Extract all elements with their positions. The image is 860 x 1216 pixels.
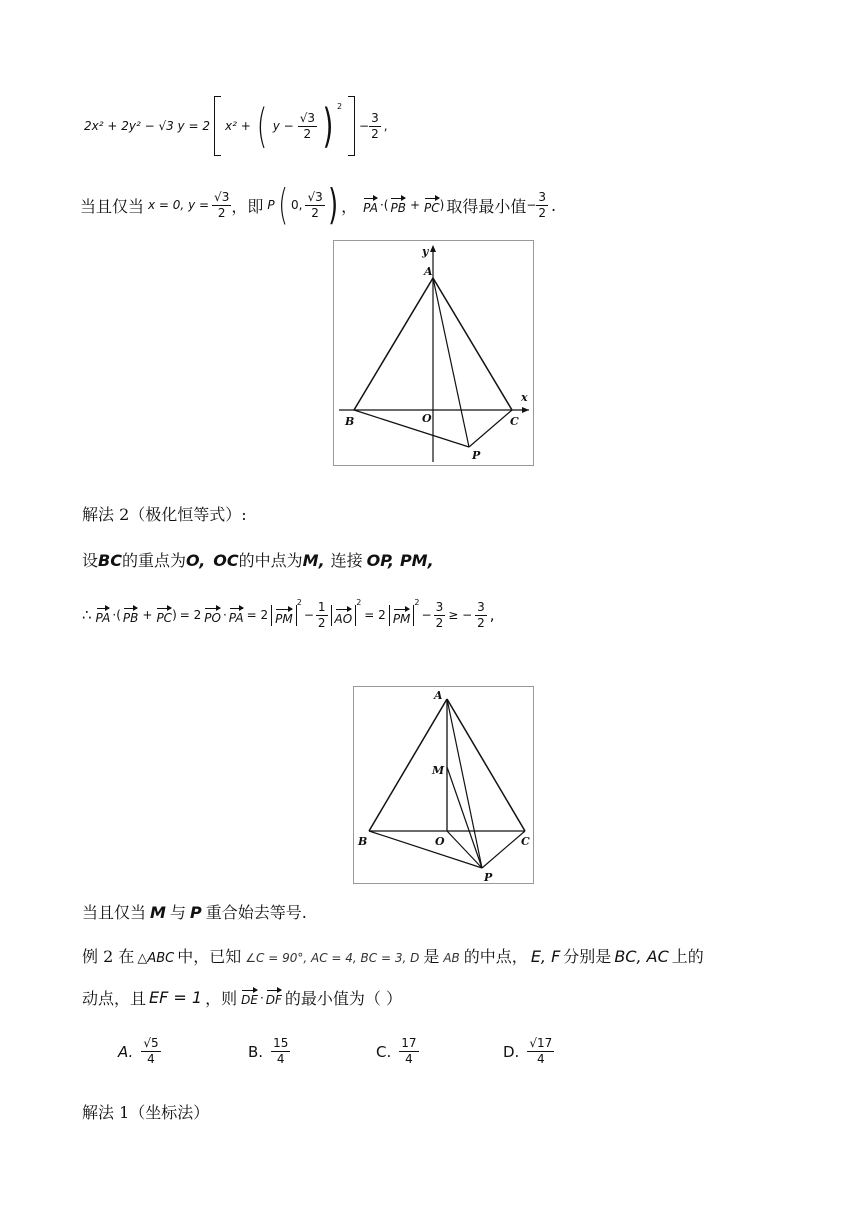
paren-close-small: )	[439, 198, 445, 212]
method-1-title: 解法 1（坐标法）	[82, 1103, 210, 1122]
text: ，则	[205, 989, 238, 1008]
comma: ,	[489, 606, 495, 624]
option-label: D.	[503, 1042, 520, 1061]
vector-pm: PM	[275, 607, 293, 626]
segment-bc: BC	[98, 551, 122, 570]
segment-op: OP,	[366, 551, 394, 570]
fraction-3-2: $\frac{3}{2}$	[435, 599, 444, 630]
plus-sign: +	[142, 608, 153, 622]
text: 连接	[330, 551, 363, 570]
equality-condition	[82, 900, 307, 923]
point-o: O,	[185, 551, 206, 570]
equation-line-2	[80, 180, 556, 230]
point-x: 0,	[290, 198, 303, 212]
vector-pc: PC	[156, 606, 172, 625]
segment-cp	[482, 831, 525, 868]
option-label: C.	[376, 1042, 392, 1061]
left-paren: (	[256, 99, 268, 153]
comma: ，	[341, 196, 358, 216]
option-value: $\frac{√17}{4}$	[529, 1036, 553, 1066]
option-b[interactable]	[248, 1036, 290, 1067]
equals-2: = 2	[179, 608, 202, 622]
option-label: B.	[248, 1042, 264, 1061]
inner-term-y: y −	[272, 119, 294, 133]
segments-bc-ac: BC, AC	[614, 947, 669, 966]
segment-bp	[354, 410, 469, 447]
option-value: $\frac{15}{4}$	[273, 1036, 289, 1066]
label-c: C	[521, 835, 530, 848]
exponent: 2	[336, 102, 343, 111]
left-bracket	[214, 96, 221, 156]
text: 重合始去等号.	[205, 903, 307, 922]
dot: ·	[222, 608, 227, 622]
points-e-f: E, F	[530, 947, 561, 966]
text: 的重点为	[121, 551, 186, 570]
text: 分别是	[563, 947, 612, 966]
equation-lhs: 2x² + 2y² − √3 y = 2	[84, 119, 210, 133]
label-a: A	[424, 265, 433, 278]
text: 上的	[671, 947, 704, 966]
label-b: B	[345, 415, 355, 428]
right-paren: )	[322, 99, 334, 153]
text: 的中点，	[463, 947, 528, 966]
equation-line-1	[84, 96, 388, 156]
label-o: O	[435, 835, 445, 848]
point-p: P	[189, 903, 202, 922]
label-x: x	[521, 391, 528, 404]
text: 是	[423, 947, 440, 966]
abs-ao	[331, 605, 357, 626]
label-p: P	[472, 449, 481, 462]
abs-pm	[271, 605, 297, 626]
abs-pm-2	[389, 605, 415, 626]
fraction-sqrt3-over-2: $\frac{√3}{2}$	[299, 110, 315, 141]
vector-ao: AO	[335, 607, 353, 626]
text: 动点，且	[82, 989, 147, 1008]
label-a: A	[434, 689, 443, 702]
x-axis-arrow	[522, 407, 529, 413]
text-lead: 当且仅当	[80, 196, 145, 216]
dot-paren: ·(	[112, 608, 121, 622]
condition: ∠C = 90°, AC = 4, BC = 3, D	[245, 951, 420, 965]
option-value: $\frac{√5}{4}$	[143, 1036, 159, 1066]
paren-open: (	[277, 180, 288, 229]
label-y: y	[422, 245, 429, 258]
vector-pm-2: PM	[393, 607, 411, 626]
method-2-title: 解法 2（极化恒等式）:	[82, 505, 247, 524]
segment-ab: AB	[443, 951, 460, 965]
method-2-formula	[82, 592, 495, 638]
method-2-setup	[82, 548, 434, 571]
label-o: O	[422, 412, 432, 425]
paren-close: )	[172, 608, 177, 622]
inner-term: x² +	[224, 119, 251, 133]
fraction-min: $\frac{3}{2}$	[538, 189, 547, 220]
vector-pa-2: PA	[229, 606, 244, 625]
result-text: 取得最小值	[446, 196, 527, 216]
vector-de: DE	[241, 988, 258, 1007]
fraction-cond: $\frac{√3}{2}$	[214, 189, 230, 220]
option-a[interactable]	[118, 1036, 161, 1067]
dot: ·	[259, 990, 264, 1005]
equals-2b: = 2	[246, 608, 269, 622]
segment-oc: OC	[213, 551, 239, 570]
right-bracket	[348, 96, 355, 156]
square-2: 2	[356, 598, 362, 607]
label-c: C	[510, 415, 519, 428]
text: 的最小值为（ ）	[284, 989, 403, 1008]
dot-paren: ·(	[379, 198, 389, 212]
point-p: P	[267, 198, 275, 212]
figure-coordinate-triangle	[333, 240, 534, 466]
fraction-point-y: $\frac{√3}{2}$	[307, 189, 323, 220]
example-2-line-1	[82, 944, 704, 967]
label-m: M	[432, 764, 445, 777]
therefore-symbol: ∴	[82, 606, 92, 624]
label-b: B	[358, 835, 368, 848]
square: 2	[296, 598, 302, 607]
vector-pc: PC	[424, 196, 440, 215]
fraction-half: $\frac{1}{2}$	[317, 599, 326, 630]
minus: −	[303, 608, 314, 622]
option-label: A.	[118, 1042, 134, 1061]
ef-equals-1: EF = 1	[149, 988, 203, 1007]
point-m: M,	[302, 551, 325, 570]
vector-pa: PA	[363, 196, 378, 215]
option-d[interactable]	[503, 1036, 554, 1067]
text: 中，已知	[177, 947, 242, 966]
text: 设	[82, 551, 99, 570]
segment-ac	[447, 699, 525, 831]
y-axis-arrow	[430, 245, 436, 252]
label-p: P	[484, 871, 493, 883]
text: 的中点为	[238, 551, 303, 570]
segment-ac	[433, 278, 512, 410]
period: .	[551, 195, 557, 215]
minus-sign: −	[359, 119, 370, 133]
figure-1-svg	[334, 241, 533, 465]
square-3: 2	[414, 598, 420, 607]
example-2-line-2	[82, 986, 402, 1009]
option-value: $\frac{17}{4}$	[401, 1036, 417, 1066]
text: 当且仅当	[82, 903, 147, 922]
text: 与	[169, 903, 186, 922]
vector-pb: PB	[123, 606, 138, 625]
minus-2: −	[421, 608, 432, 622]
fraction-3-over-2: $\frac{3}{2}$	[371, 110, 379, 141]
segment-ab	[354, 278, 433, 410]
vector-df: DF	[266, 988, 282, 1007]
vector-pa: PA	[96, 606, 111, 625]
segment-pm: PM,	[399, 551, 434, 570]
fraction-3-2-b: $\frac{3}{2}$	[477, 599, 485, 630]
figure-2-svg	[354, 687, 533, 883]
option-c[interactable]	[376, 1036, 419, 1067]
geq: ≥ −	[448, 608, 473, 622]
segment-ap	[433, 278, 469, 447]
plus-sign: +	[409, 198, 421, 212]
equals-2c: = 2	[364, 608, 386, 622]
segment-cp	[469, 410, 512, 447]
comma: ,	[383, 119, 388, 133]
text-ji: ，即	[231, 196, 264, 216]
minus-sign: −	[526, 198, 537, 212]
paren-close: )	[327, 180, 338, 229]
triangle-abc: △ABC	[137, 951, 175, 966]
point-m: M	[150, 903, 166, 922]
text: 例 2 在	[82, 947, 135, 966]
condition: x = 0, y =	[148, 198, 210, 212]
vector-pb: PB	[390, 196, 405, 215]
vector-po: PO	[204, 606, 221, 625]
figure-polarization	[353, 686, 534, 884]
